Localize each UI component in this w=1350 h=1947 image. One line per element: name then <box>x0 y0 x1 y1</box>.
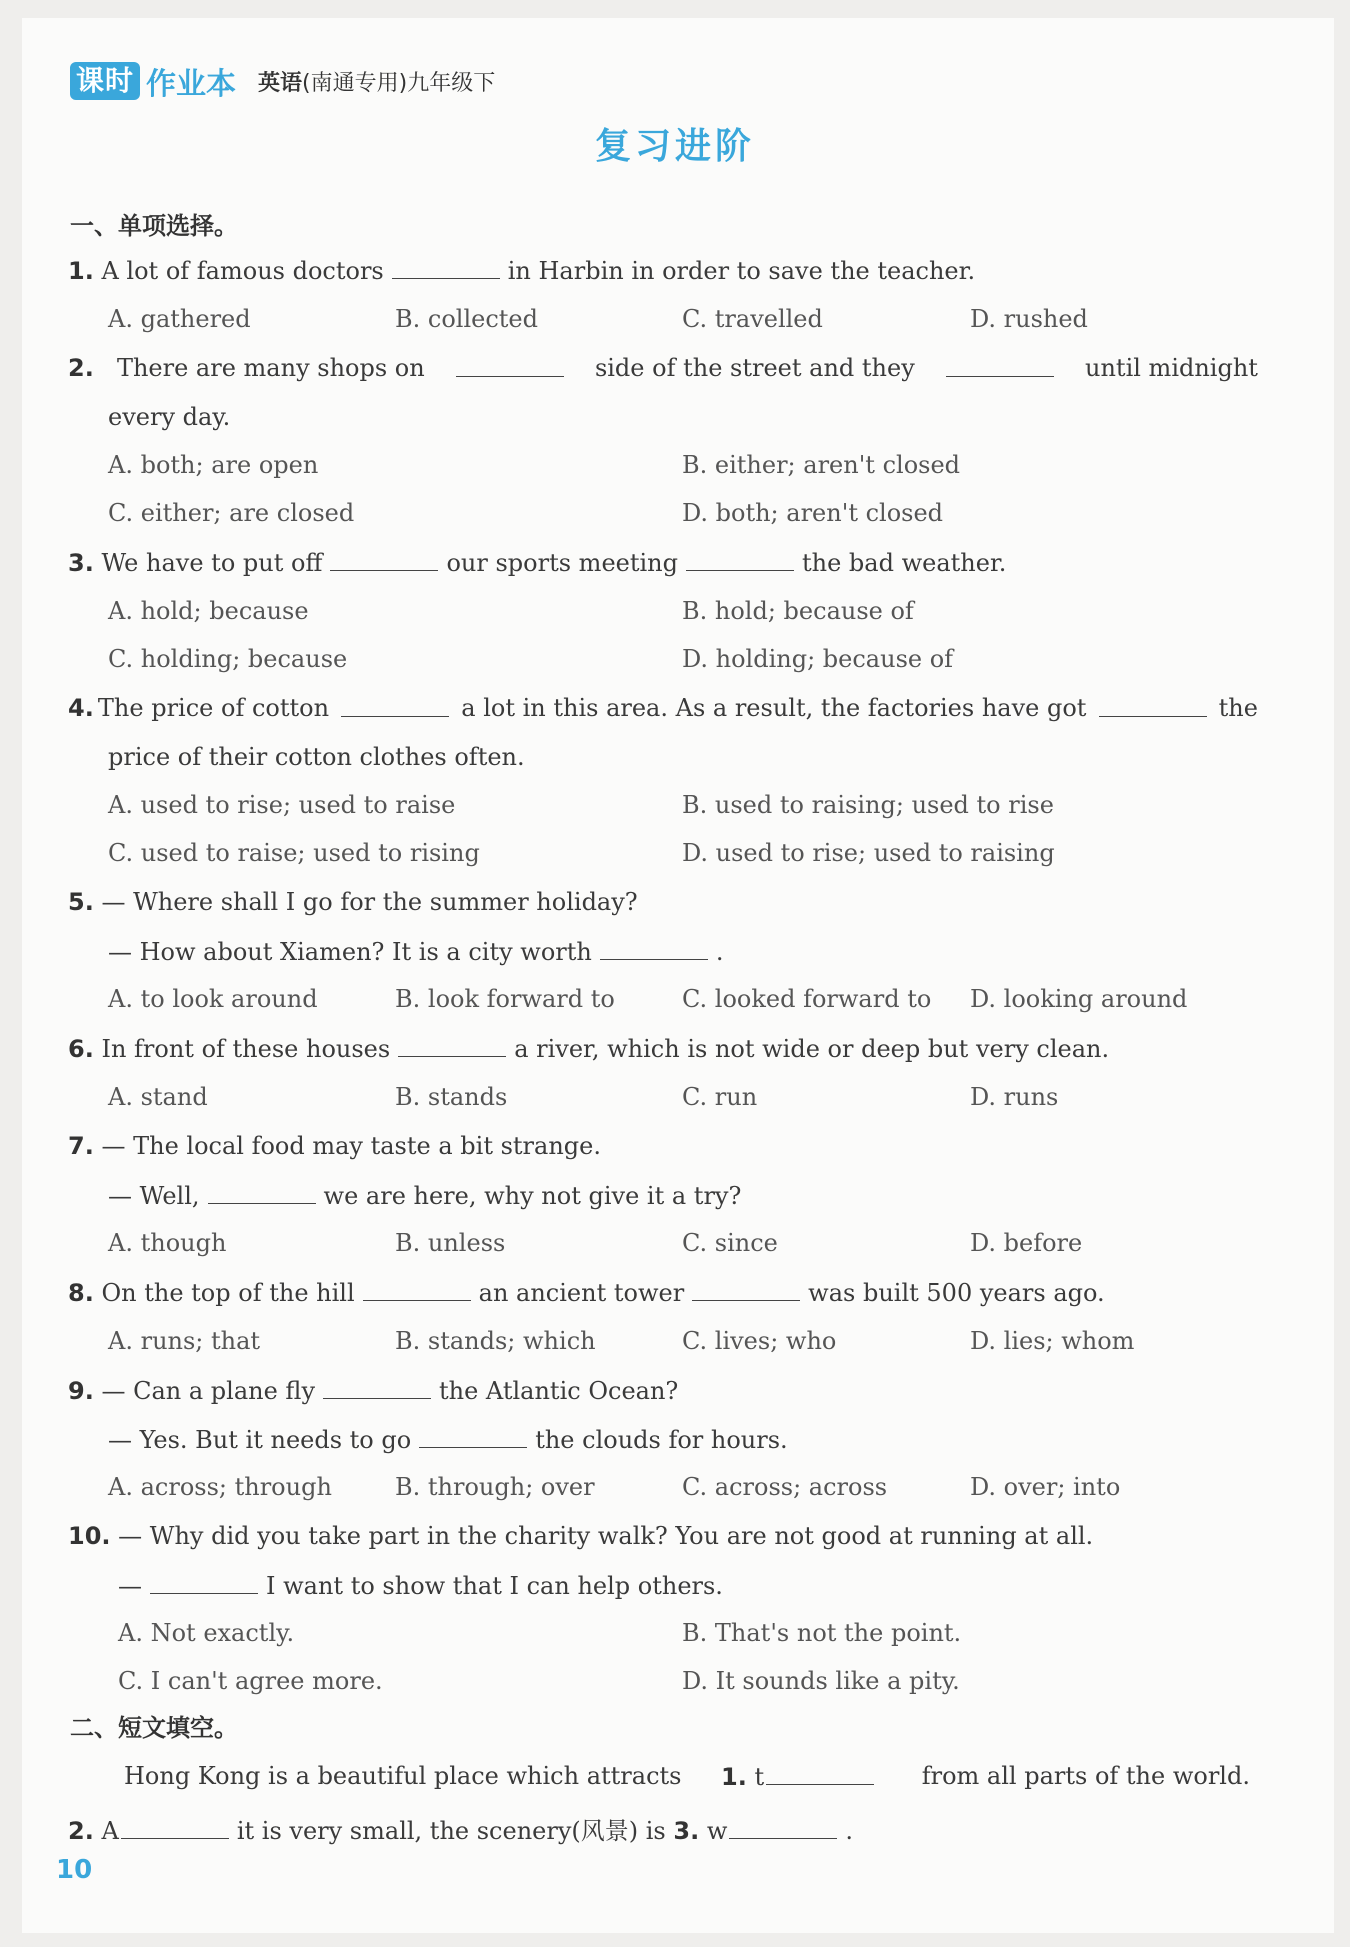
option-c: C. travelled <box>682 305 823 333</box>
option-d: D. holding; because of <box>682 645 954 673</box>
question-7-reply: — Well, we are here, why not give it a try? <box>108 1182 742 1210</box>
option-b: B. collected <box>395 305 538 333</box>
option-b: B. stands; which <box>395 1327 596 1355</box>
option-a: A. both; are open <box>108 451 319 479</box>
question-7: 7. — The local food may taste a bit strange. <box>68 1132 601 1160</box>
option-c: C. across; across <box>682 1473 888 1501</box>
option-a: A. to look around <box>108 985 318 1013</box>
passage-line-1: Hong Kong is a beautiful place which attracts 1. t from all parts of the world. <box>124 1762 1250 1791</box>
page-number: 10 <box>56 1855 93 1885</box>
question-9-reply: — Yes. But it needs to go the clouds for hours. <box>108 1426 788 1454</box>
option-b: B. either; aren't closed <box>682 451 961 479</box>
option-d: D. over; into <box>970 1473 1121 1501</box>
question-8: 8. On the top of the hill an ancient tower was built 500 years ago. <box>68 1279 1105 1307</box>
question-9: 9. — Can a plane fly the Atlantic Ocean? <box>68 1377 679 1405</box>
option-d: D. looking around <box>970 985 1188 1013</box>
question-4-continued: price of their cotton clothes often. <box>108 743 525 771</box>
book-subject: 英语(南通专用)九年级下 <box>258 70 496 96</box>
option-a: A. Not exactly. <box>118 1619 295 1647</box>
option-b: B. look forward to <box>395 985 615 1013</box>
option-c: C. used to raise; used to rising <box>108 839 480 867</box>
option-b: B. unless <box>395 1229 506 1257</box>
book-logo: 课时 <box>70 62 140 100</box>
option-c: C. since <box>682 1229 778 1257</box>
option-c: C. holding; because <box>108 645 348 673</box>
option-d: D. It sounds like a pity. <box>682 1667 960 1695</box>
question-6: 6. In front of these houses a river, which is not wide or deep but very clean. <box>68 1035 1110 1063</box>
option-b: B. through; over <box>395 1473 595 1501</box>
option-d: D. runs <box>970 1083 1059 1111</box>
option-a: A. runs; that <box>108 1327 261 1355</box>
question-5: 5. — Where shall I go for the summer holiday? <box>68 888 638 916</box>
option-c: C. looked forward to <box>682 985 932 1013</box>
option-a: A. though <box>108 1229 227 1257</box>
question-1: 1. A lot of famous doctors in Harbin in order to save the teacher. <box>68 257 976 285</box>
question-2: 2. There are many shops on side of the street and they until midnight <box>68 354 1258 382</box>
option-c: C. lives; who <box>682 1327 837 1355</box>
section-heading-cloze: 二、短文填空。 <box>70 1714 238 1742</box>
option-a: A. stand <box>108 1083 208 1111</box>
section-heading-multiple-choice: 一、单项选择。 <box>70 212 238 240</box>
question-5-reply: — How about Xiamen? It is a city worth . <box>108 938 724 966</box>
option-d: D. lies; whom <box>970 1327 1135 1355</box>
option-d: D. both; aren't closed <box>682 499 944 527</box>
option-b: B. used to raising; used to rise <box>682 791 1054 819</box>
question-3: 3. We have to put off our sports meeting the bad weather. <box>68 549 1007 577</box>
page-title: 复习进阶 <box>594 126 755 167</box>
book-header <box>70 60 495 102</box>
option-c: C. I can't agree more. <box>118 1667 383 1695</box>
option-b: B. That's not the point. <box>682 1619 962 1647</box>
passage-line-2: 2. A it is very small, the scenery(风景) is 3. w . <box>68 1817 854 1845</box>
option-a: A. across; through <box>108 1473 332 1501</box>
question-10-reply: — I want to show that I can help others. <box>118 1572 723 1600</box>
option-b: B. stands <box>395 1083 508 1111</box>
option-c: C. run <box>682 1083 758 1111</box>
question-2-continued: every day. <box>108 403 231 431</box>
option-d: D. rushed <box>970 305 1088 333</box>
option-c: C. either; are closed <box>108 499 355 527</box>
option-d: D. before <box>970 1229 1083 1257</box>
option-a: A. hold; because <box>108 597 309 625</box>
book-logo-text: 作业本 <box>146 67 237 102</box>
option-a: A. used to rise; used to raise <box>108 791 456 819</box>
option-b: B. hold; because of <box>682 597 914 625</box>
option-a: A. gathered <box>108 305 251 333</box>
question-4: 4. The price of cotton a lot in this area. As a result, the factories have got the <box>68 694 1258 722</box>
option-d: D. used to rise; used to raising <box>682 839 1055 867</box>
answer-blank <box>392 256 500 279</box>
question-10: 10. — Why did you take part in the charity walk? You are not good at running at all. <box>68 1522 1094 1550</box>
